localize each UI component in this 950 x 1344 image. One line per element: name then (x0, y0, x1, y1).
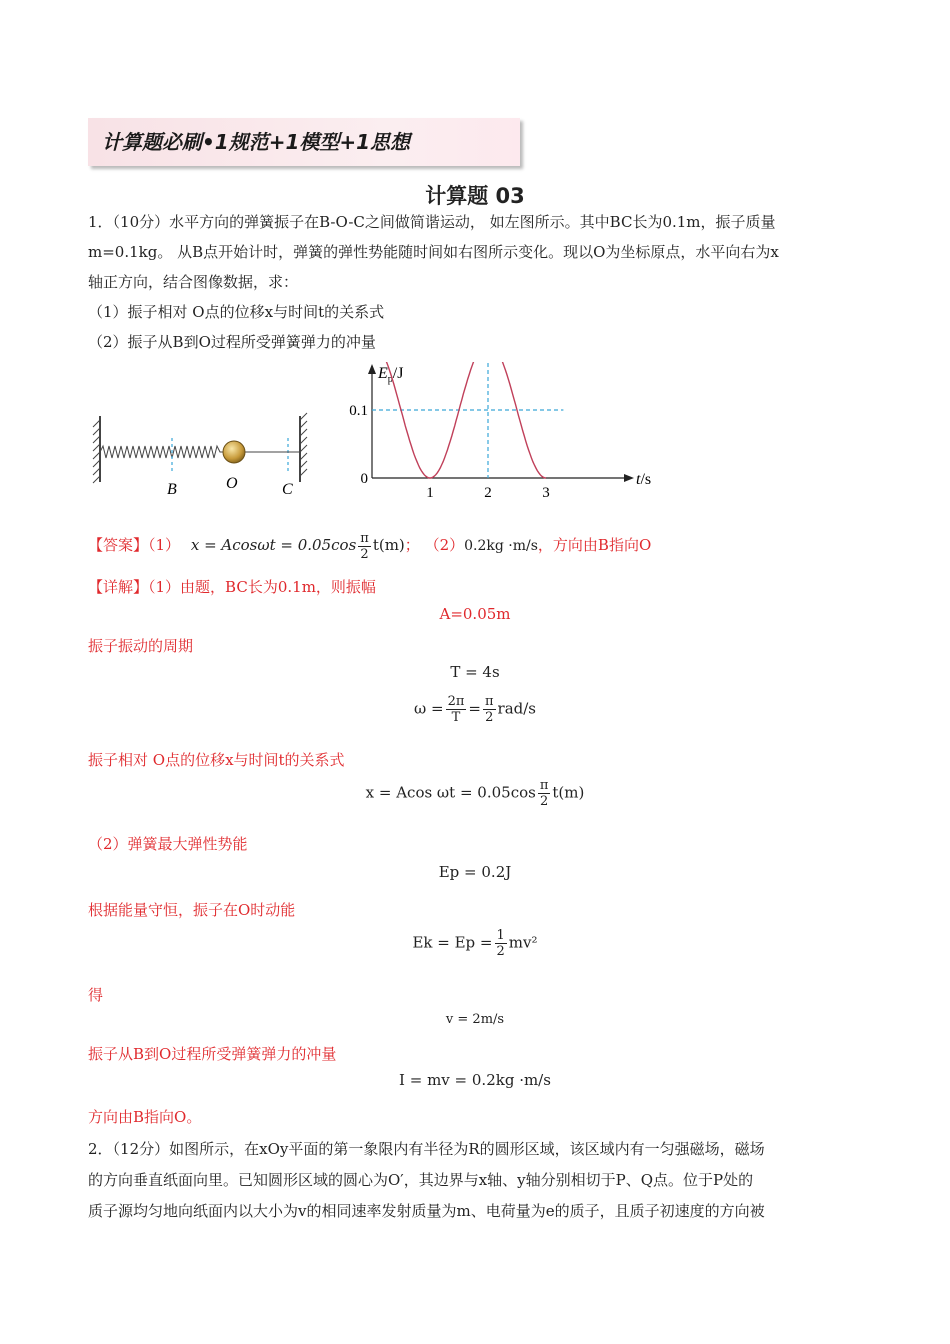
detail-d6: 得 (88, 986, 104, 1004)
q2-line2: 的方向垂直纸面向里。已知圆形区域的圆心为O′，其边界与x轴、y轴分别相切于P、Q点。位于P处的 (88, 1171, 754, 1189)
label-c: C (282, 481, 293, 498)
eq-displacement (0, 778, 950, 809)
eq-ek-num: 1 (496, 928, 505, 943)
eq-ek (0, 928, 950, 959)
eq-x-den: 2 (539, 794, 549, 809)
detail-d2: 振子振动的周期 (88, 637, 194, 655)
answer-frac-den: 2 (360, 546, 369, 562)
eq-impulse: I = mv = 0.2kg ·m/s (399, 1071, 551, 1089)
x-tick-label-1: 1 (426, 485, 434, 501)
eq-x-left: x = Acos ωt = 0.05cos (365, 783, 536, 802)
detail-d3: 振子相对 O点的位移x与时间t的关系式 (88, 751, 345, 769)
eq-omega-num1: 2π (447, 694, 465, 709)
eq-ek-den: 2 (496, 944, 505, 959)
eq-x-frac (538, 778, 551, 809)
y-tick-label-0.1: 0.1 (349, 403, 368, 419)
energy-time-chart (340, 362, 670, 502)
answer-formula1: x = Acosωt = 0.05cos (190, 536, 357, 554)
eq-period: T = 4s (450, 663, 500, 681)
label-o: O (226, 475, 238, 492)
y-axis-arrow (368, 364, 376, 374)
left-wall-hatch (93, 420, 100, 483)
section-banner (88, 118, 520, 166)
eq-omega-frac2 (483, 694, 496, 725)
detail-d4: （2）弹簧最大弹性势能 (88, 835, 248, 853)
answer-frac (358, 531, 371, 562)
eq-ek-tail: mv² (508, 933, 538, 952)
q1-line3: 轴正方向，结合图像数据，求： (88, 273, 299, 291)
q2-line1: 2．（12分）如图所示，在xOy平面的第一象限内有半径为R的圆形区域，该区域内有一匀强磁场，磁场 (88, 1140, 765, 1158)
oscillator-ball (223, 441, 245, 463)
answer-formula1-tail: t(m) (372, 536, 405, 554)
detail-label: 【详解】 (88, 578, 149, 596)
page-title: 计算题 03 (425, 184, 525, 208)
eq-ek-left: Ek = Ep = (412, 933, 493, 952)
detail-d1: （1）由题，BC长为0.1m，则振幅 (148, 578, 376, 596)
answer-part1-label: （1） (148, 536, 181, 554)
q1-sub1: （1）振子相对 O点的位移x与时间t的关系式 (88, 303, 385, 321)
label-b: B (167, 481, 177, 498)
eq-omega-unit: rad/s (497, 699, 536, 718)
x-axis-arrow (624, 474, 634, 482)
eq-omega-eq: = (468, 699, 481, 718)
x-tick-label-3: 3 (542, 485, 550, 501)
detail-d7: 振子从B到O过程所受弹簧弹力的冲量 (88, 1045, 337, 1063)
answer-line (88, 530, 868, 562)
eq-velocity: v = 2m/s (445, 1012, 505, 1027)
eq-amplitude: A=0.05m (439, 605, 511, 623)
answer-sep: ； (404, 536, 420, 554)
q1-line1: 1．（10分）水平方向的弹簧振子在B-O-C之间做简谐运动， 如左图所示。其中BC长为0.1m，振子质量 (88, 213, 776, 231)
answer-frac-num: π (360, 530, 369, 546)
eq-ep: Ep = 0.2J (438, 863, 512, 881)
eq-x-num: π (539, 778, 549, 793)
detail-line1 (88, 575, 868, 599)
q1-line2: m=0.1kg。 从B点开始计时，弹簧的弹性势能随时间如右图所示变化。现以O为坐标原点，水平向右为x (88, 243, 779, 261)
answer-direction: ，方向由B指向O (537, 536, 652, 554)
eq-ek-frac (495, 928, 507, 959)
eq-omega-num2: π (484, 694, 494, 709)
eq-omega-frac1 (446, 694, 467, 725)
answer-value2: 0.2kg ·m/s (464, 538, 538, 554)
eq-omega-left: ω = (414, 699, 444, 718)
answer-label: 【答案】 (88, 536, 149, 554)
eq-omega-den1: T (451, 710, 461, 725)
answer-part2-label: （2） (424, 536, 465, 554)
eq-omega-den2: 2 (485, 710, 494, 725)
spring (100, 446, 224, 458)
banner-text: 计算题必刷•1规范+1模型+1思想 (102, 130, 411, 154)
q1-sub2: （2）振子从B到O过程所受弹簧弹力的冲量 (88, 333, 376, 351)
x-axis-label: t/s (636, 471, 652, 488)
q2-line3: 质子源均匀地向纸面内以大小为v的相同速率发射质量为m、电荷量为e的质子，且质子初速度的方向被 (88, 1202, 765, 1220)
detail-d8: 方向由B指向O。 (88, 1108, 202, 1126)
detail-d5: 根据能量守恒，振子在O时动能 (88, 901, 296, 919)
eq-x-tail: t(m) (552, 783, 585, 802)
y-axis-label: $E_p/J$ (378, 365, 404, 385)
right-wall-hatch (300, 413, 307, 476)
x-tick-label-2: 2 (484, 485, 492, 501)
spring-oscillator-figure (92, 410, 317, 505)
eq-omega (0, 694, 950, 725)
y-tick-label-0: 0 (360, 471, 368, 487)
